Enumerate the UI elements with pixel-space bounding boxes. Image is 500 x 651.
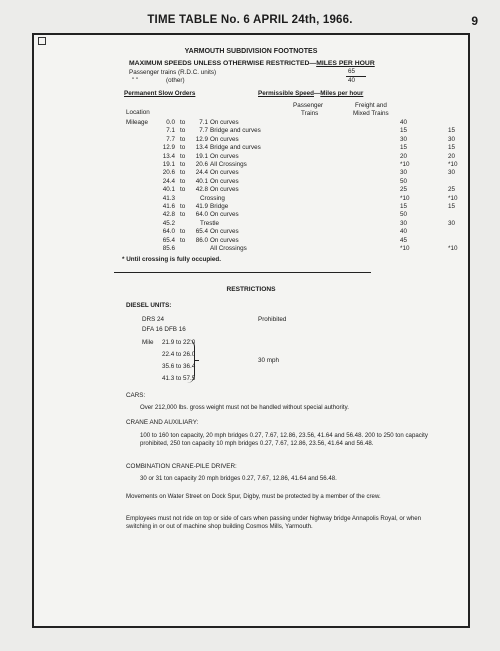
slow-order-row: [124, 153, 500, 161]
crossing-footnote: * Until crossing is fully occupied.: [122, 256, 222, 263]
cars-heading: CARS:: [126, 392, 146, 399]
passenger-speed: 50: [400, 177, 408, 185]
freight-speed: *10: [448, 245, 458, 252]
dash: —: [309, 60, 317, 67]
col-location: Location: [126, 109, 150, 116]
slow-order-row: [124, 195, 500, 203]
passenger-speed: 45: [400, 236, 408, 244]
to-word: to: [180, 152, 186, 160]
mile-to: 86.0: [195, 236, 208, 244]
slow-order-desc: On curves: [210, 152, 239, 160]
col-freight-1: Freight and: [355, 102, 387, 109]
timetable-title: TIME TABLE No. 6 APRIL 24th, 1966.: [147, 14, 353, 26]
range-brace-tip: [194, 360, 199, 361]
cars-text: Over 212,000 lbs. gross weight must not be handled without special authority.: [140, 404, 349, 411]
passenger-speed: 20: [400, 152, 408, 160]
passenger-rdc-label: Passenger trains (R.D.C. units): [129, 69, 217, 76]
mile-to: 40.1: [195, 177, 208, 185]
mph-heading: MILES PER HOUR: [316, 60, 375, 67]
to-word: to: [180, 236, 186, 244]
slow-order-row: [124, 119, 500, 127]
permissible-heading: [258, 90, 363, 98]
pile-text: 30 or 31 ton capacity 20 mph bridges 0.27, 7.67, 12.86, 41.64 and 56.48.: [140, 475, 337, 482]
passenger-speed: 30: [400, 219, 408, 227]
mile-point: 45.2: [162, 219, 175, 227]
slow-order-desc: All Crossings: [210, 161, 247, 168]
permissible-text: Permissible Speed: [258, 90, 314, 97]
slow-order-desc: Bridge and curves: [210, 127, 261, 135]
freight-speed: *10: [448, 194, 458, 202]
to-word: to: [180, 119, 186, 126]
to-word: to: [180, 144, 186, 152]
freight-speed: 15: [448, 203, 456, 210]
prohibited-label: Prohibited: [258, 316, 287, 323]
col-passenger-1: Passenger: [293, 102, 324, 109]
passenger-speed: 30: [400, 135, 408, 143]
max-speeds-line: [129, 60, 375, 68]
slow-order-row: [124, 186, 500, 194]
slow-order-desc: Crossing: [200, 194, 225, 202]
slow-order-desc: Trestle: [200, 219, 220, 227]
slow-order-desc: On curves: [210, 119, 239, 126]
mileage-label: Mileage: [126, 119, 149, 126]
slow-order-desc: On curves: [210, 236, 239, 244]
slow-order-desc: On curves: [210, 211, 239, 219]
max-speeds-text: MAXIMUM SPEEDS UNLESS OTHERWISE RESTRICTED: [129, 60, 310, 67]
freight-speed: 20: [448, 152, 456, 160]
slow-order-desc: On curves: [210, 135, 239, 143]
slow-order-row: [124, 169, 500, 177]
passenger-speed: 50: [400, 211, 408, 219]
pile-heading: COMBINATION CRANE-PILE DRIVER:: [126, 463, 237, 470]
mph-per-hour-text: Miles per hour: [320, 90, 364, 97]
slow-order-row: [124, 161, 500, 169]
slow-order-desc: All Crossings: [210, 245, 247, 252]
slow-order-desc: On curves: [210, 177, 239, 185]
mile-to: 19.1: [195, 152, 208, 160]
mile-from: 7.1: [166, 127, 175, 135]
mile-to: 65.4: [195, 228, 208, 236]
freight-speed: 15: [448, 144, 456, 152]
mile-to: 64.0: [195, 211, 208, 219]
diesel-heading: DIESEL UNITS:: [126, 302, 172, 309]
mile-from: 64.0: [162, 228, 175, 236]
slow-order-row: [124, 245, 500, 253]
mile-range-3: 35.6 to 36.4: [162, 363, 196, 370]
dash: —: [314, 90, 321, 97]
to-word: to: [180, 228, 186, 236]
mile-to: 13.4: [195, 144, 208, 152]
freight-speed: *10: [448, 161, 458, 168]
to-word: to: [180, 211, 186, 219]
mile-from: 13.4: [162, 152, 175, 160]
to-word: to: [180, 135, 186, 143]
to-word: to: [180, 169, 186, 177]
slow-order-row: [124, 220, 500, 228]
slow-order-desc: On curves: [210, 169, 239, 177]
mile-to: 12.9: [195, 135, 208, 143]
passenger-speed: 15: [400, 203, 408, 210]
mile-range-2: 22.4 to 26.0: [162, 351, 196, 358]
slow-order-desc: Bridge: [210, 203, 229, 210]
drs-unit: DRS 24: [142, 316, 165, 323]
crane-heading: CRANE AND AUXILIARY:: [126, 419, 199, 426]
mile-from: 65.4: [162, 236, 175, 244]
to-word: to: [180, 161, 186, 168]
mile-from: 40.1: [162, 186, 175, 194]
employees-text: Employees must not ride on top or side of cars when passing under highway bridge Annapolis Royal, or when switching in or out of machine shop building Cosmos Mills, Yarmouth.: [126, 515, 422, 530]
mile-from: 19.1: [162, 161, 175, 168]
passenger-speed: *10: [400, 161, 410, 168]
passenger-speed: *10: [400, 194, 410, 202]
mile-to: 7.7: [199, 127, 208, 135]
passenger-speed: 40: [400, 119, 408, 126]
mile-from: 7.7: [166, 135, 175, 143]
to-word: to: [180, 127, 186, 135]
passenger-speed: 15: [400, 127, 408, 135]
to-word: to: [180, 186, 186, 194]
mile-from: 41.6: [162, 203, 175, 210]
freight-speed: 30: [448, 219, 456, 227]
slow-orders-title: Permanent Slow Orders: [124, 90, 196, 97]
page-number: 9: [471, 14, 478, 28]
restrictions-title: RESTRICTIONS: [226, 286, 276, 293]
passenger-speed: 25: [400, 186, 408, 194]
slow-order-row: [124, 203, 500, 211]
col-passenger-2: Trains: [301, 110, 319, 117]
mile-to: 24.4: [195, 169, 208, 177]
slow-order-row: [124, 237, 500, 245]
other-label: (other): [166, 77, 185, 84]
crane-text: 100 to 160 ton capacity, 20 mph bridges 0.27, 7.67, 12.86, 23.56, 41.64 and 56.48. 200 to 250 ton capacity prohibited, 250 ton capacity 10 mph bridges 0.27, 7.67, 12.86, 23.56, 41.64 and 56.48.: [140, 432, 428, 447]
mile-point: 85.6: [162, 245, 175, 252]
mile-to: 42.8: [195, 186, 208, 194]
slow-order-row: [124, 211, 500, 219]
mile-from: 20.6: [162, 169, 175, 177]
slow-order-desc: On curves: [210, 228, 239, 236]
passenger-speed: *10: [400, 245, 410, 252]
mile-range-1: 21.9 to 22.0: [162, 339, 196, 346]
slow-order-row: [124, 144, 500, 152]
passenger-speed: 15: [400, 144, 408, 152]
slow-order-row: [124, 228, 500, 236]
mile-to: 7.1: [199, 119, 208, 126]
slow-order-desc: Bridge and curves: [210, 144, 261, 152]
slow-order-row: [124, 127, 500, 135]
mile-to: 41.9: [195, 203, 208, 210]
range-brace: [186, 339, 195, 383]
section-divider: [114, 272, 371, 273]
page-frame: [32, 33, 470, 628]
mph-30-label: 30 mph: [258, 357, 280, 364]
page-content: [34, 35, 468, 626]
freight-speed: 30: [448, 169, 456, 177]
freight-speed: 30: [448, 135, 456, 143]
page-header: [0, 14, 500, 30]
mile-point: 41.3: [162, 194, 175, 202]
slow-order-desc: On curves: [210, 186, 239, 194]
freight-speed: 25: [448, 186, 456, 194]
to-word: to: [180, 203, 186, 210]
mile-range-4: 41.3 to 57.5: [162, 375, 196, 382]
footnotes-title: YARMOUTH SUBDIVISION FOOTNOTES: [184, 48, 318, 55]
mile-from: 12.9: [162, 144, 175, 152]
mile-from: 42.8: [162, 211, 175, 219]
slow-order-row: [124, 136, 500, 144]
dfa-unit: DFA 16 DFB 16: [142, 326, 186, 333]
col-freight-2: Mixed Trains: [353, 110, 389, 117]
mile-to: 20.6: [195, 161, 208, 168]
freight-speed: 15: [448, 127, 456, 135]
other-value: 40: [348, 77, 356, 84]
mile-from: 0.0: [166, 119, 175, 126]
passenger-speed: 30: [400, 169, 408, 177]
movements-text: Movements on Water Street on Dock Spur, Digby, must be protected by a member of the crew.: [126, 493, 381, 500]
to-word: to: [180, 177, 186, 185]
passenger-speed: 40: [400, 228, 408, 236]
ditto-marks: " ": [132, 77, 139, 84]
mile-word: Mile: [142, 339, 154, 346]
mile-from: 24.4: [162, 177, 175, 185]
slow-order-row: [124, 178, 500, 186]
passenger-rdc-value: 65: [348, 68, 356, 75]
